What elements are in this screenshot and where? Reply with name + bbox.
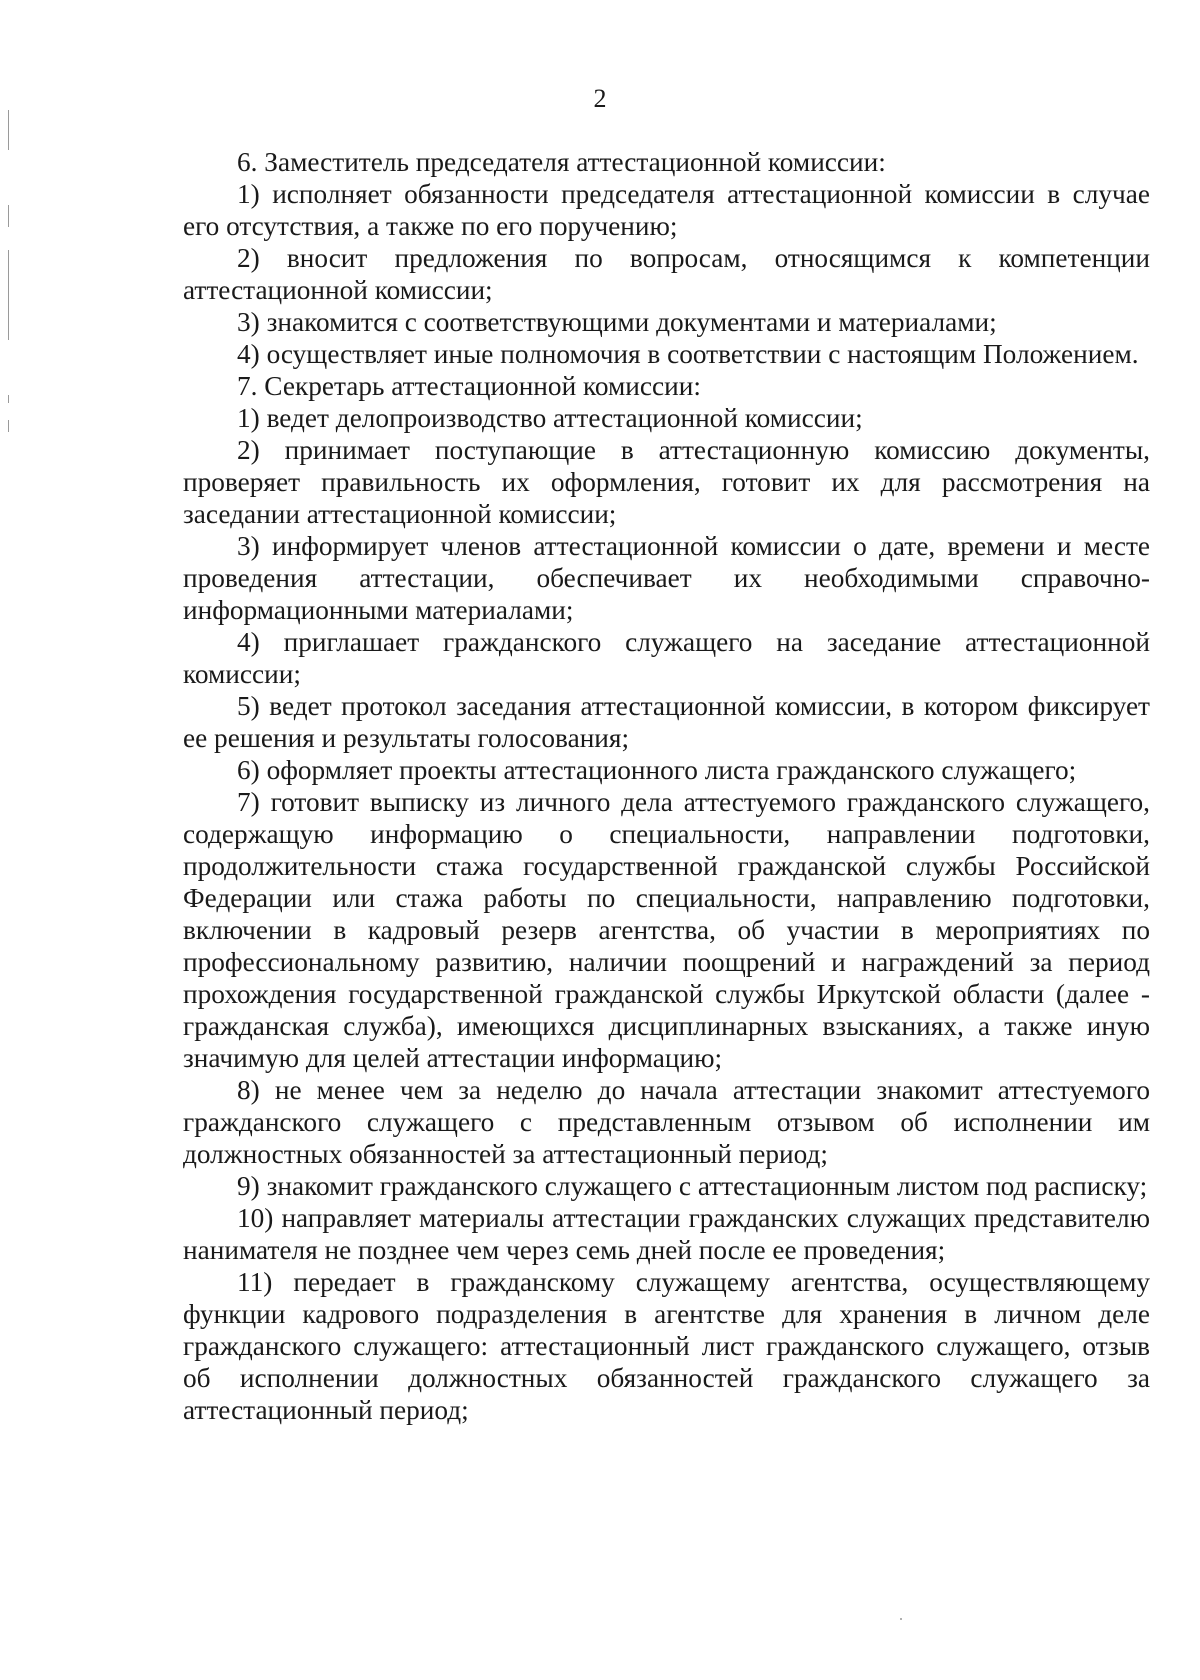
paragraph-item-7-5: 5) ведет протокол заседания аттестационной комиссии, в котором фиксирует ее решения и результаты голосования; <box>183 691 1150 753</box>
paragraph-item-7-10: 10) направляет материалы аттестации гражданских служащих представителю нанимателя не позднее чем через семь дней после ее проведения; <box>183 1203 1150 1265</box>
scan-speck <box>900 1618 902 1620</box>
paragraph-item-6-2: 2) вносит предложения по вопросам, относящимся к компетенции аттестационной комиссии; <box>183 243 1150 305</box>
scan-edge-marks <box>6 110 14 470</box>
paragraph-item-6-4: 4) осуществляет иные полномочия в соответствии с настоящим Положением. <box>237 339 1139 369</box>
paragraph-item-7-9: 9) знакомит гражданского служащего с аттестационным листом под расписку; <box>237 1171 1148 1201</box>
paragraph-item-7-1: 1) ведет делопроизводство аттестационной комиссии; <box>237 403 863 433</box>
paragraph-item-7-8: 8) не менее чем за неделю до начала аттестации знакомит аттестуемого гражданского служащего с представленным отзывом об исполнении им должностных обязанностей за аттестационный период; <box>183 1075 1150 1169</box>
paragraph-item-7-7: 7) готовит выписку из личного дела аттестуемого гражданского служащего, содержащую информацию о специальности, направлении подготовки, продолжительности стажа государственной гражданской службы Российской Федерации или стажа работы по специальности, направлению подготовки, включении в кадровый резерв агентства, об участии в мероприятиях по профессиональному развитию, наличии поощрений и награждений за период прохождения государственной гражданской службы Иркутской области (далее - гражданская служба), имеющихся дисциплинарных взысканиях, а также иную значимую для целей аттестации информацию; <box>183 787 1150 1073</box>
paragraph-item-7-4: 4) приглашает гражданского служащего на заседание аттестационной комиссии; <box>183 627 1150 689</box>
document-body <box>183 146 1150 1426</box>
paragraph-item-7-11: 11) передает в гражданскому служащему агентства, осуществляющему функции кадрового подразделения в агентстве для хранения в личном деле гражданского служащего: аттестационный лист гражданского служащего, отзыв об исполнении должностных обязанностей гражданского служащего за аттестационный период; <box>183 1267 1150 1425</box>
paragraph-item-7-heading: 7. Секретарь аттестационной комиссии: <box>237 371 701 401</box>
paragraph-item-6-3: 3) знакомится с соответствующими документами и материалами; <box>237 307 997 337</box>
paragraph-item-7-3: 3) информирует членов аттестационной комиссии о дате, времени и месте проведения аттестации, обеспечивает их необходимыми справочно-информационными материалами; <box>183 531 1150 625</box>
page-number: 2 <box>593 84 607 113</box>
paragraph-item-6-heading: 6. Заместитель председателя аттестационной комиссии: <box>237 147 886 177</box>
paragraph-item-6-1: 1) исполняет обязанности председателя аттестационной комиссии в случае его отсутствия, а также по его поручению; <box>183 179 1150 241</box>
paragraph-item-7-2: 2) принимает поступающие в аттестационную комиссию документы, проверяет правильность их оформления, готовит их для рассмотрения на заседании аттестационной комиссии; <box>183 435 1150 529</box>
paragraph-item-7-6: 6) оформляет проекты аттестационного листа гражданского служащего; <box>237 755 1077 785</box>
